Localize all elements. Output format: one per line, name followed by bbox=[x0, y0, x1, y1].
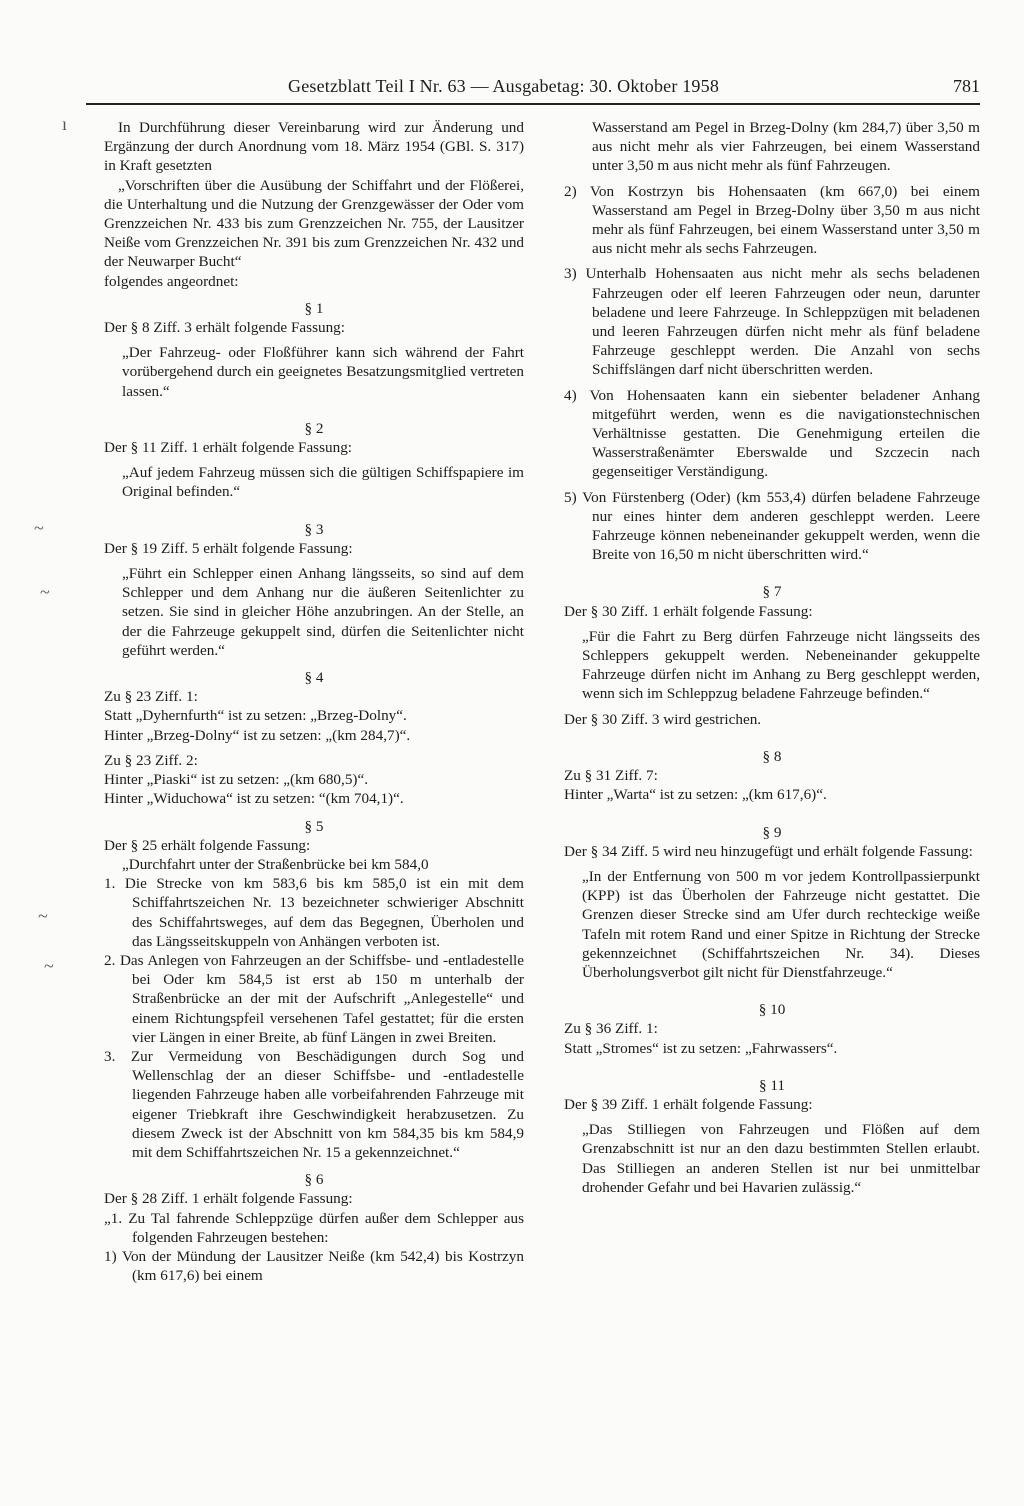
numbered-item: „1. Zu Tal fahrende Schleppzüge dürfen außer dem Schlepper aus folgenden Fahrzeugen bestehen: bbox=[104, 1209, 524, 1246]
numbered-subitem: 3) Unterhalb Hohensaaten aus nicht mehr als sechs beladenen Fahrzeugen oder elf leeren Fahrzeugen oder neun, darunter beladene und leere Fahrzeuge. In Schleppzügen mit beladenen und leeren Fahrzeugen dürfen nicht mehr als fünf beladene Fahrzeuge geschleppt werden. Die Anzahl von sechs Schiffslängen darf nicht überschritten werden. bbox=[564, 265, 980, 379]
section-intro: Zu § 31 Ziff. 7: bbox=[564, 767, 658, 785]
section-heading: § 6 bbox=[304, 1171, 324, 1189]
page-title: Gesetzblatt Teil I Nr. 63 — Ausgabetag: 30. Oktober 1958 bbox=[288, 76, 720, 96]
amendment-line: Hinter „Piaski“ ist zu setzen: „(km 680,5)“. bbox=[104, 771, 369, 789]
section-intro: Der § 8 Ziff. 3 erhält folgende Fassung: bbox=[104, 319, 345, 337]
section-intro: Der § 19 Ziff. 5 erhält folgende Fassung: bbox=[104, 539, 353, 557]
section-heading: § 10 bbox=[758, 1001, 786, 1019]
section-heading: § 5 bbox=[304, 817, 324, 835]
section-intro: Zu § 23 Ziff. 1: bbox=[104, 688, 198, 706]
section-intro: Zu § 23 Ziff. 2: bbox=[104, 751, 198, 769]
margin-check-mark: ~ bbox=[40, 582, 50, 602]
section-intro: Der § 30 Ziff. 1 erhält folgende Fassung: bbox=[564, 602, 813, 620]
section-intro: Der § 25 erhält folgende Fassung: bbox=[104, 836, 311, 854]
section-text: „Der Fahrzeug- oder Floßführer kann sich während der Fahrt vorübergehend durch ein geeignetes Besatzungsmitglied vertreten lassen.“ bbox=[122, 344, 524, 400]
numbered-subitem: 2) Von Kostrzyn bis Hohensaaten (km 667,0) bei einem Wasserstand am Pegel in Brzeg-Dolny über 3,50 m aus nicht mehr als fünf Fahrzeugen, bei einem Wasserstand unter 3,50 m aus nicht mehr als sechs Fahrzeugen. bbox=[564, 182, 980, 258]
section-text: „Auf jedem Fahrzeug müssen sich die gültigen Schiffspapiere im Original befinden.“ bbox=[122, 464, 524, 501]
section-intro: Der § 39 Ziff. 1 erhält folgende Fassung: bbox=[564, 1095, 813, 1113]
margin-check-mark: ~ bbox=[44, 956, 54, 976]
section-heading: § 1 bbox=[304, 299, 324, 317]
numbered-subitem: 4) Von Hohensaaten kann ein siebenter beladener Anhang mitgeführt werden, wenn es die navigationstechnischen Verhältnisse gestatten. Die Genehmigung erteilen die Wasserstraßenämter Eberswalde und Szczecin nach gegenseitiger Verständigung. bbox=[564, 386, 980, 481]
numbered-item: 2. Das Anlegen von Fahrzeugen an der Schiffsbe- und -entladestelle bei Oder km 584,5 ist erst ab 150 m unterhalb der Straßenbrücke an der mit der Aufschrift „Anlegestelle“ und einem Richtungspfeil versehenen Tafel gestattet; für die ersten vier Längen in einer Breite, ab fünf Längen in zwei Breiten. bbox=[104, 951, 524, 1046]
amendment-line: Hinter „Warta“ ist zu setzen: „(km 617,6)“. bbox=[564, 786, 827, 804]
right-column bbox=[564, 118, 980, 1197]
margin-tick-mark: ı bbox=[62, 114, 68, 134]
page-number: 781 bbox=[953, 76, 980, 96]
amendment-line: Statt „Dyhernfurth“ ist zu setzen: „Brzeg-Dolny“. bbox=[104, 707, 407, 725]
intro-paragraph: In Durchführung dieser Vereinbarung wird zur Änderung und Ergänzung der durch Anordnung vom 18. März 1954 (GBl. S. 317) in Kraft gesetzten bbox=[104, 119, 524, 175]
section-intro: Der § 28 Ziff. 1 erhält folgende Fassung: bbox=[104, 1190, 353, 1208]
section-text: „Führt ein Schlepper einen Anhang längsseits, so sind auf dem Schlepper und dem Anhang nur die äußeren Seitenlichter zu setzen. Sie sind in gleicher Höhe anzubringen. An der Stelle, an der die Fahrzeuge gekuppelt sind, dürfen die Seitenlichter nicht geführt werden.“ bbox=[122, 565, 524, 659]
numbered-subitem-continued: Wasserstand am Pegel in Brzeg-Dolny (km 284,7) über 3,50 m aus nicht mehr als vier Fahrzeugen, bei einem Wasserstand unter 3,50 m aus nicht mehr als fünf Fahrzeugen. bbox=[592, 119, 980, 175]
numbered-subitem: 1) Von der Mündung der Lausitzer Neiße (km 542,4) bis Kostrzyn (km 617,6) bei einem bbox=[104, 1247, 524, 1285]
section-heading: § 3 bbox=[304, 520, 324, 538]
margin-check-mark: ~ bbox=[34, 518, 44, 538]
section-intro: Zu § 36 Ziff. 1: bbox=[564, 1020, 658, 1038]
amendment-line: Hinter „Widuchowa“ ist zu setzen: “(km 704,1)“. bbox=[104, 790, 404, 808]
amendment-line: Hinter „Brzeg-Dolny“ ist zu setzen: „(km 284,7)“. bbox=[104, 726, 411, 744]
section-intro: Der § 34 Ziff. 5 wird neu hinzugefügt und erhält folgende Fassung: bbox=[564, 842, 973, 860]
section-heading: § 11 bbox=[758, 1076, 785, 1094]
numbered-item: 1. Die Strecke von km 583,6 bis km 585,0 ist ein mit dem Schiffahrtszeichen Nr. 13 bezeichneter schwieriger Abschnitt des Schiffahrtsweges, auf dem das Begegnen, Überholen und das Längsseitskuppeln von Anhängen verboten ist. bbox=[104, 875, 524, 950]
section-text: „In der Entfernung von 500 m vor jedem Kontrollpassierpunkt (KPP) ist das Überholen der Fahrzeuge nicht gestattet. Die Grenzen dieser Strecke sind am Ufer durch rechteckige weiße Tafeln mit rotem Rand und einer Spitze in Richtung der Strecke gekennzeichnet (Schiffahrtszeichen Nr. 34). Dieses Überholungsverbot gilt nicht für Dienstfahrzeuge.“ bbox=[582, 867, 980, 981]
page-header bbox=[86, 76, 980, 104]
section-heading: § 2 bbox=[304, 419, 324, 437]
section-heading: § 4 bbox=[304, 669, 324, 687]
numbered-item: 3. Zur Vermeidung von Beschädigungen durch Sog und Wellenschlag der an dieser Schiffsbe- und -entladestelle liegenden Fahrzeuge haben alle vorbeifahrenden Fahrzeuge mit eigener Triebkraft ihre Geschwindigkeit herabzusetzen. Zu diesem Zweck ist der Abschnitt von km 584,35 bis km 584,9 mit dem Schiffahrtszeichen Nr. 15 a gekennzeichnet.“ bbox=[104, 1047, 524, 1161]
section-subtitle: „Durchfahrt unter der Straßenbrücke bei km 584,0 bbox=[122, 855, 429, 873]
quoted-regulation-title: „Vorschriften über die Ausübung der Schiffahrt und der Flößerei, die Unterhaltung und die Nutzung der Grenzgewässer der Oder vom Grenzzeichen Nr. 433 bis zum Grenzzeichen Nr. 755, der Lausitzer Neiße vom Grenzzeichen Nr. 391 bis zum Grenzzeichen Nr. 432 und der Neuwarper Bucht“ bbox=[104, 176, 524, 271]
section-intro: Der § 11 Ziff. 1 erhält folgende Fassung: bbox=[104, 439, 353, 457]
section-text: „Für die Fahrt zu Berg dürfen Fahrzeuge nicht längsseits des Schleppers gekuppelt werden. Nebeneinander gekuppelte Fahrzeuge dürfen nicht im Anhang zu Berg geschleppt werden, wenn sich im Schleppzug beladene Fahrzeuge befinden.“ bbox=[582, 627, 980, 703]
section-text: „Das Stilliegen von Fahrzeugen und Flößen auf dem Grenzabschnitt ist nur an den dazu bestimmten Stellen erlaubt. Das Stilliegen an anderen Stellen ist nur bei unmittelbar drohender Gefahr und bei Havarien zulässig.“ bbox=[582, 1121, 980, 1196]
section-heading: § 8 bbox=[762, 747, 782, 765]
ordered-line: folgendes angeordnet: bbox=[104, 272, 239, 290]
margin-check-mark: ~ bbox=[38, 906, 48, 926]
section-text: Der § 30 Ziff. 3 wird gestrichen. bbox=[564, 710, 762, 728]
numbered-subitem: 5) Von Fürstenberg (Oder) (km 553,4) dürfen beladene Fahrzeuge nur eines hinter dem anderen geschleppt werden. Leere Fahrzeuge können nebeneinander gekuppelt werden, wenn die Breite von 16,50 m nicht überschritten wird.“ bbox=[564, 488, 980, 564]
section-heading: § 7 bbox=[762, 583, 782, 601]
amendment-line: Statt „Stromes“ ist zu setzen: „Fahrwassers“. bbox=[564, 1039, 838, 1057]
header-rule bbox=[86, 103, 980, 105]
section-heading: § 9 bbox=[762, 823, 782, 841]
left-column bbox=[104, 118, 524, 1285]
